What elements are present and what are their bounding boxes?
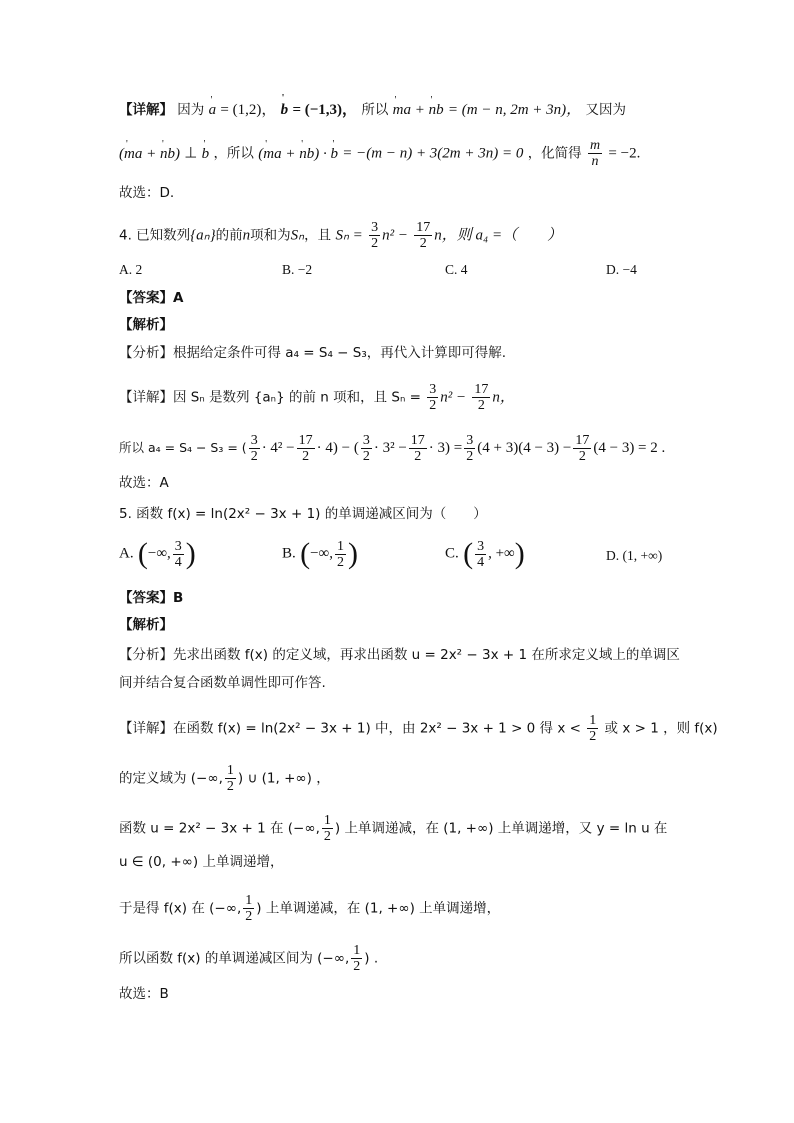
- denominator: 4: [174, 554, 182, 570]
- fraction: [427, 382, 438, 413]
- text: ) 上单调递减，在 (1, +∞) 上单调递增，又 y = ln u 在: [334, 820, 668, 837]
- paren-right: ): [347, 537, 358, 570]
- numerator: 1: [336, 538, 344, 554]
- text: ，所以: [213, 145, 254, 162]
- numerator: 3: [362, 433, 370, 448]
- text: −∞,: [147, 545, 171, 562]
- q5-fenxi-line-1: 【分析】先求出函数 f(x) 的定义域，再求出函数 u = 2x² − 3x + 1 在所求定义域上的单调区: [119, 647, 680, 663]
- numerator: 1: [589, 713, 597, 728]
- fraction: [243, 893, 254, 924]
- perp-symbol: ⊥: [184, 145, 198, 162]
- vector-b: ' b: [281, 100, 289, 120]
- text: 的定义域为 (−∞,: [119, 770, 223, 787]
- fraction: [409, 433, 427, 464]
- q4-final: 故选：A: [119, 475, 169, 491]
- q5-analysis-title: 【解析】: [119, 617, 173, 633]
- text: 所以 a₄ = S₄ − S₃ = (: [119, 440, 247, 455]
- text: −∞,: [310, 545, 333, 562]
- fraction: [297, 433, 315, 464]
- var-n: n: [242, 227, 251, 244]
- fraction: [335, 539, 346, 570]
- denominator: n: [591, 154, 599, 169]
- denominator: 2: [245, 909, 253, 924]
- text: 项和为: [250, 227, 291, 244]
- dot-expression: = −(m − n) + 3(2m + 3n) = 0: [342, 145, 524, 162]
- option-label: A.: [119, 545, 134, 562]
- paren-left: (: [463, 537, 474, 570]
- denominator: 2: [226, 779, 234, 794]
- text: , +∞: [488, 545, 515, 562]
- numerator: 1: [323, 813, 331, 828]
- numerator: 3: [371, 220, 379, 235]
- text: 又因为: [585, 102, 626, 118]
- fraction: [464, 433, 475, 464]
- q4-stem: [119, 220, 562, 251]
- text: ) ∪ (1, +∞) ，: [237, 770, 330, 787]
- numerator: 3: [429, 382, 437, 397]
- numerator: 17: [474, 382, 489, 397]
- text: ) 上单调递减，在 (1, +∞) 上单调递增，: [256, 900, 501, 917]
- numerator: 1: [226, 763, 234, 778]
- q4-option-c: C. 4: [445, 262, 468, 277]
- denominator: 2: [302, 449, 310, 464]
- numerator: 17: [575, 433, 590, 448]
- q5-option-b: [282, 537, 358, 571]
- text: 所以函数 f(x) 的单调递减区间为 (−∞,: [119, 950, 350, 967]
- option-label: B.: [282, 545, 296, 562]
- q5-detail-line-4: u ∈ (0, +∞) 上单调递增，: [119, 854, 284, 870]
- text: 【详解】在函数 f(x) = ln(2x² − 3x + 1) 中，由 2x² − 3x + 1 > 0 得 x <: [119, 720, 581, 737]
- denominator: 2: [414, 449, 422, 464]
- numerator: 1: [245, 893, 253, 908]
- sequence: {aₙ}: [190, 227, 216, 244]
- q4-option-b: B. −2: [282, 262, 313, 277]
- vector-a-value: = (1,2)，: [220, 102, 277, 118]
- text: 因为: [177, 102, 205, 118]
- q5-detail-line-2: [119, 763, 330, 794]
- text: · 4) − (: [316, 440, 359, 456]
- numerator: 17: [410, 433, 425, 448]
- q4-answer: 【答案】A: [119, 290, 184, 306]
- q4-analysis-title: 【解析】: [119, 317, 173, 333]
- vector-sum-value: = (m − n, 2m + 3n)，: [447, 102, 582, 118]
- fraction: [573, 433, 591, 464]
- q3-detail-line-1: [119, 100, 626, 120]
- paren-right: ): [185, 537, 196, 570]
- denominator: 2: [362, 449, 370, 464]
- perp-lhs: (' ma + ' nb): [119, 146, 180, 162]
- q5-option-d: D. (1, +∞): [606, 548, 663, 563]
- text: 4. 已知数列: [119, 227, 191, 244]
- q5-stem: 5. 函数 f(x) = ln(2x² − 3x + 1) 的单调递减区间为（ ）: [119, 506, 487, 522]
- text: n² −: [440, 389, 467, 406]
- denominator: 2: [466, 449, 474, 464]
- text: 函数 u = 2x² − 3x + 1 在 (−∞,: [119, 820, 320, 837]
- numerator: 1: [353, 943, 361, 958]
- q5-detail-line-1: [119, 713, 718, 744]
- q5-option-c: [445, 537, 525, 571]
- text: 于是得 f(x) 在 (−∞,: [119, 900, 242, 917]
- paren-left: (: [137, 537, 148, 570]
- formula-end: n，则 a₄ =（ ）: [434, 227, 563, 244]
- text: · 3² −: [373, 440, 407, 456]
- denominator: 2: [419, 236, 427, 251]
- paren-left: (: [300, 537, 311, 570]
- numerator: 3: [250, 433, 258, 448]
- formula-mid: n² −: [382, 227, 408, 244]
- denominator: 2: [353, 959, 361, 974]
- text: n，: [492, 389, 515, 406]
- text: (4 − 3) = 2 .: [593, 440, 666, 456]
- q4-option-d: D. −4: [606, 262, 637, 277]
- text: 的前: [215, 227, 243, 244]
- fraction: [361, 433, 372, 464]
- q5-option-a: [119, 537, 196, 571]
- dot-lhs: (' ma + ' nb) · ' b: [258, 146, 338, 162]
- fraction: [475, 539, 486, 570]
- q5-answer: 【答案】B: [119, 590, 184, 606]
- fraction: [173, 539, 184, 570]
- q5-fenxi-line-2: 间并结合复合函数单调性即可作答.: [119, 675, 326, 691]
- fraction: [322, 813, 333, 844]
- fraction-m-n: [588, 138, 602, 169]
- denominator: 2: [250, 449, 258, 464]
- q5-detail-line-5: [119, 893, 500, 924]
- text: · 3) =: [428, 440, 463, 456]
- vector-sum-lhs: ' ma + ' nb: [393, 102, 444, 118]
- q4-calculation: [119, 433, 665, 464]
- text: ，化简得: [527, 145, 582, 162]
- numerator: 17: [298, 433, 313, 448]
- detail-tag: 【详解】: [119, 102, 173, 118]
- numerator: 17: [416, 220, 431, 235]
- vector-a: ' a: [209, 100, 217, 120]
- denominator: 2: [589, 729, 597, 744]
- text: (4 + 3)(4 − 3) −: [477, 440, 572, 456]
- numerator: m: [589, 138, 601, 153]
- numerator: 3: [174, 538, 182, 554]
- option-label: C.: [445, 545, 459, 562]
- var-S: Sₙ: [290, 227, 305, 244]
- q4-option-a: A. 2: [119, 262, 143, 277]
- q5-final: 故选：B: [119, 986, 169, 1002]
- vector-b-value: = (−1,3)，: [292, 102, 358, 118]
- fraction: [472, 382, 490, 413]
- fraction: [587, 713, 598, 744]
- result: = −2.: [608, 145, 641, 162]
- q3-detail-line-2: [119, 138, 640, 169]
- text: 所以: [361, 102, 389, 118]
- fraction: [225, 763, 236, 794]
- paren-right: ): [514, 537, 525, 570]
- fraction: [414, 220, 432, 251]
- denominator: 2: [323, 829, 331, 844]
- text: 【详解】因 Sₙ 是数列 {aₙ} 的前 n 项和，且 Sₙ =: [119, 389, 421, 406]
- denominator: 2: [336, 554, 344, 570]
- fraction: [249, 433, 260, 464]
- q4-detail: [119, 382, 515, 413]
- denominator: 2: [371, 236, 379, 251]
- numerator: 3: [477, 538, 485, 554]
- numerator: 3: [466, 433, 474, 448]
- denominator: 2: [477, 398, 485, 413]
- q5-detail-line-3: [119, 813, 667, 844]
- fraction: [369, 220, 380, 251]
- denominator: 4: [477, 554, 485, 570]
- formula-lhs: Sₙ =: [335, 227, 363, 244]
- q3-answer: 故选：D.: [119, 185, 175, 201]
- vector-b: ' b: [202, 144, 210, 164]
- denominator: 2: [578, 449, 586, 464]
- fraction: [351, 943, 362, 974]
- text: 或 x > 1 ，则 f(x): [604, 720, 718, 737]
- q4-fenxi: 【分析】根据给定条件可得 a₄ = S₄ − S₃，再代入计算即可得解.: [119, 345, 507, 361]
- denominator: 2: [429, 398, 437, 413]
- text: ) .: [364, 950, 379, 967]
- text: · 4² −: [261, 440, 295, 456]
- text: ，且: [304, 227, 332, 244]
- q5-detail-line-6: [119, 943, 378, 974]
